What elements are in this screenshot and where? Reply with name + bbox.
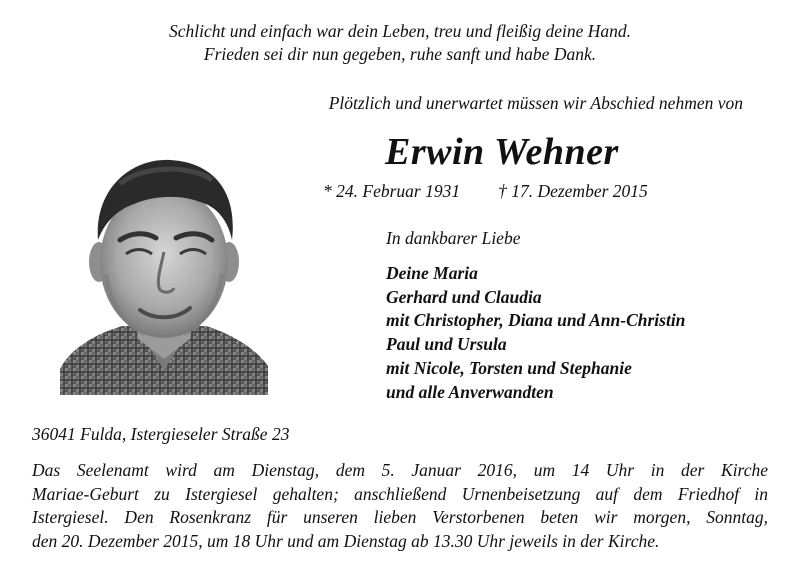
life-dates xyxy=(323,181,648,202)
family-list xyxy=(386,262,685,404)
gratitude-line: In dankbarer Liebe xyxy=(386,228,521,248)
family-member: mit Christopher, Diana und Ann-Christin xyxy=(386,310,686,331)
family-member: Gerhard und Claudia xyxy=(386,286,542,307)
birth-date: * 24. Februar 1931 xyxy=(323,181,461,201)
announcement-text: Plötzlich und unerwartet müssen wir Abschied nehmen von xyxy=(328,93,743,113)
funeral-line: Das Seelenamt wird am Dienstag, dem 5. Januar 2016, um 14 Uhr in der Kirche xyxy=(32,460,768,480)
poem-line: Schlicht und einfach war dein Leben, treu und fleißig deine Hand. xyxy=(168,21,632,41)
portrait-photo-icon xyxy=(60,144,268,395)
funeral-line: den 20. Dezember 2015, um 18 Uhr und am Dienstag ab 13.30 Uhr jeweils in der Kirche. xyxy=(32,530,660,551)
poem-line: Frieden sei dir nun gegeben, ruhe sanft und habe Dank. xyxy=(203,44,597,64)
funeral-line: Istergiesel. Den Rosenkranz für unseren lieben Verstorbenen beten wir morgen, Sonntag, xyxy=(32,507,768,527)
deceased-name: Erwin Wehner xyxy=(385,131,619,173)
funeral-line: Mariae-Geburt zu Istergiesel gehalten; anschließend Urnenbeisetzung auf dem Friedhof in xyxy=(32,483,768,504)
family-member: Deine Maria xyxy=(386,263,478,283)
poem xyxy=(0,20,800,66)
funeral-notice xyxy=(32,459,768,553)
family-member: und alle Anverwandten xyxy=(386,381,554,402)
family-member: Paul und Ursula xyxy=(386,334,507,355)
death-date: † 17. Dezember 2015 xyxy=(498,181,648,201)
portrait-photo xyxy=(60,144,268,395)
family-member: mit Nicole, Torsten und Stephanie xyxy=(386,357,632,378)
address: 36041 Fulda, Istergieseler Straße 23 xyxy=(32,424,290,444)
